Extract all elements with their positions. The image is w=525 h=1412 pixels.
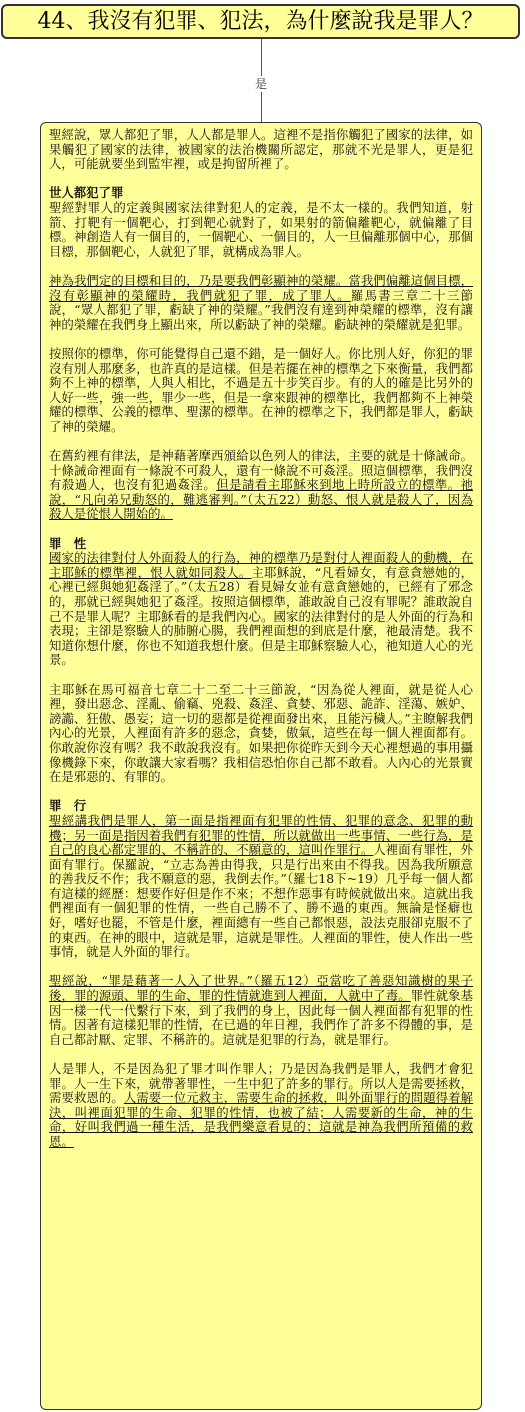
section-heading: 罪 性 [49, 535, 87, 551]
paragraph-standard [49, 347, 473, 435]
text-segment: 聖經說，眾人都犯了罪，人人都是罪人。這裡不是指你觸犯了國家的法律，如果觸犯了國家的法律，被國家的法治機關所認定，那就不光是罪人，更是犯人，可能就要坐到監牢裡，或是拘留所裡了。 [49, 127, 473, 172]
underlined-text-segment: 人需要一位元救主，需要生命的拯救，叫外面罪行的問題得着解決，叫裡面犯罪的生命、犯罪的性情，也被了結；人需要新的生命，神的生命，好叫我們過一種生活，是我們樂意看見的；這就是神為我們所預備的救恩。 [49, 1090, 474, 1149]
paragraph-salvation [49, 1062, 473, 1150]
text-segment: 主耶穌在馬可福音七章二十二至二十三節說，“因為從人裡面，就是從人心裡，發出惡念、淫亂、偷竊、兇殺、姦淫、貪婪、邪惡、詭詐、淫蕩、嫉妒、謗讟、狂傲、愚妄；這一切的惡都是從裡面發出來，且能污穢人。”主瞭解我們內心的光景，人裡面有許多的惡念，貪婪，傲氣，這些在每一個人裡面都有。你敢說你沒有嗎？我不敢說我沒有。如果把你從昨天到今天心裡想過的事用攝像機錄下來，你敢讓大家看嗎？我相信恐怕你自己都不敢看。人內心的光景實在是邪惡的、有罪的。 [49, 681, 473, 785]
paragraph-glory [49, 274, 473, 332]
paragraph-sin-nature [49, 537, 473, 668]
connector-label: 是 [255, 77, 268, 91]
underlined-text-segment: 聖經講我們是罪人，第一面是指裡面有犯罪的性情、犯罪的意念、犯罪的動機；另一面是指因着我們有犯罪的性情，所以就做出一些事情、一些行為，是自己的良心都定罪的、不稱許的、不願意的，這叫作罪行。 [49, 812, 473, 858]
paragraph-mark [49, 683, 473, 785]
paragraph-romans [49, 974, 473, 1047]
text-segment: 罪性就象基因一樣一代一代繫行下來，到了我們的身上，因此每一個人裡面都有犯罪的性情。因著有這樣犯罪的性情，在已過的年日裡，我們作了許多不得體的事，是自己都討厭、定罪、不稱許的。這就是犯罪的行為，就是罪行。 [49, 988, 474, 1047]
paragraph-all-have-sinned [49, 186, 473, 259]
paragraph-sin-acts [49, 799, 473, 960]
paragraph-intro [49, 128, 473, 172]
underlined-text-segment: 國家的法律對付人外面殺人的行為，神的標準乃是對付人裡面殺人的動機，在主耶穌的標準裡，恨人就如同殺人。 [49, 550, 473, 580]
text-segment: 按照你的標準，你可能覺得自己還不錯，是一個好人。你比別人好，你犯的罪沒有別人那麼多，也許真的是這樣。但是若擺在神的標準之下來衡量，我們都夠不上神的標準，人與人相比，不過是五十步笑百步。有的人的確是比另外的人好一些，強一些，罪少一些，但是一拿來跟神的標準比，我們都夠不上神榮耀的標準、公義的標準、聖潔的標準。在神的標準之下，我們都是罪人，虧缺了神的榮耀。 [49, 345, 473, 434]
underlined-text-segment: 但是請看主耶穌來到地上時所設立的標準。祂說，“凡向弟兄動怒的，難逃審判。”（太五22）動怒、恨人就是殺人了，因為殺人是從恨人開始的。 [49, 477, 474, 522]
paragraph-law [49, 449, 473, 522]
section-heading: 世人都犯了罪 [49, 185, 124, 201]
topic-title-text: 44、我沒有犯罪、犯法，為什麼說我是罪人？ [37, 9, 484, 34]
text-segment: 人是罪人，不是因為犯了罪才叫作罪人；乃是因為我們是罪人，我們才會犯罪。人一生下來，就帶著罪性，一生中犯了許多的罪行。所以人是需要拯救，需要救恩的。 [49, 1061, 473, 1106]
text-segment: 在舊約裡有律法，是神藉著摩西頒給以色列人的律法，主要的就是十條誡命。十條誡命裡面有一條說不可殺人，還有一條說不可姦淫。照這個標準，我們沒有殺過人，也沒有犯過姦淫。 [49, 448, 473, 493]
answer-content-node[interactable] [40, 122, 482, 1410]
text-segment: 聖經對罪人的定義與國家法律對犯人的定義，是不太一樣的。我們知道，射箭、打靶有一個靶心，打到靶心就對了，如果射的箭偏離靶心，就偏離了目標。神創造人有一個目的，一個靶心、一個目的，人一旦偏離那個中心，那個目標，那個靶心，人就犯了罪，就構成為罪人。 [49, 199, 473, 259]
text-segment: 人裡面有罪性，外面有罪行。保羅說，“立志為善由得我，只是行出來由不得我。因為我所願意的善我反不作；我不願意的惡，我倒去作。”（羅七18下~19）几乎每一個人都有這樣的經歷：想要作好但是作不來；不想作惡事有時候就做出來。這就出我們裡面有一個犯罪的性情，一些自己勝不了、勝不過的東西。無論是怪癖也好，嗜好也罷，不管是什麼，裡面總有一些自己都恨惡，設法克服卻克服不了的東西。在神的眼中，這就是罪，這就是罪性。人裡面的罪性，使人作出一些事情，就是人外面的罪行。 [49, 842, 474, 960]
underlined-text-segment: 聖經說，“罪是藉著一人入了世界。”（羅五12）亞當吃了善惡知識樹的果子後，罪的源頭、罪的生命、罪的性情就進到人裡面，人就中了毒。 [49, 973, 473, 1004]
section-heading: 罪 行 [49, 798, 87, 814]
text-segment: 主耶穌說，“凡看婦女，有意貪戀她的，心裡已經與她犯姦淫了。”（太五28）看見婦女並有意貪戀她的，已經有了邪念的，那就已經與她犯了姦淫。按照這個標準，誰敢說自己沒有罪呢？誰敢說自己不是罪人呢？主耶穌看的是我們內心。國家的法律對付的是人外面的行為和表現；主卻是察驗人的肺腑心腸，我們裡面想的到底是什麼，祂最清楚。我不知道你想什麼，你也不知道我想什麼。但是主耶穌察驗人心，祂知道人心的光景。 [49, 564, 473, 668]
underlined-text-segment: 神為我們定的目標和目的，乃是要我們彰顯神的榮耀。當我們偏離這個目標，沒有彰顯神的榮耀時，我們就犯了罪，成了罪人。 [49, 272, 473, 303]
text-segment: 羅馬書三章二十三節說，“眾人都犯了罪，虧缺了神的榮耀。”我們沒有達到神榮耀的標準，沒有讓神的榮耀在我們身上顯出來，所以虧缺了神的榮耀。虧缺神的榮耀就是犯罪。 [49, 287, 474, 332]
topic-title-node[interactable] [1, 4, 520, 39]
